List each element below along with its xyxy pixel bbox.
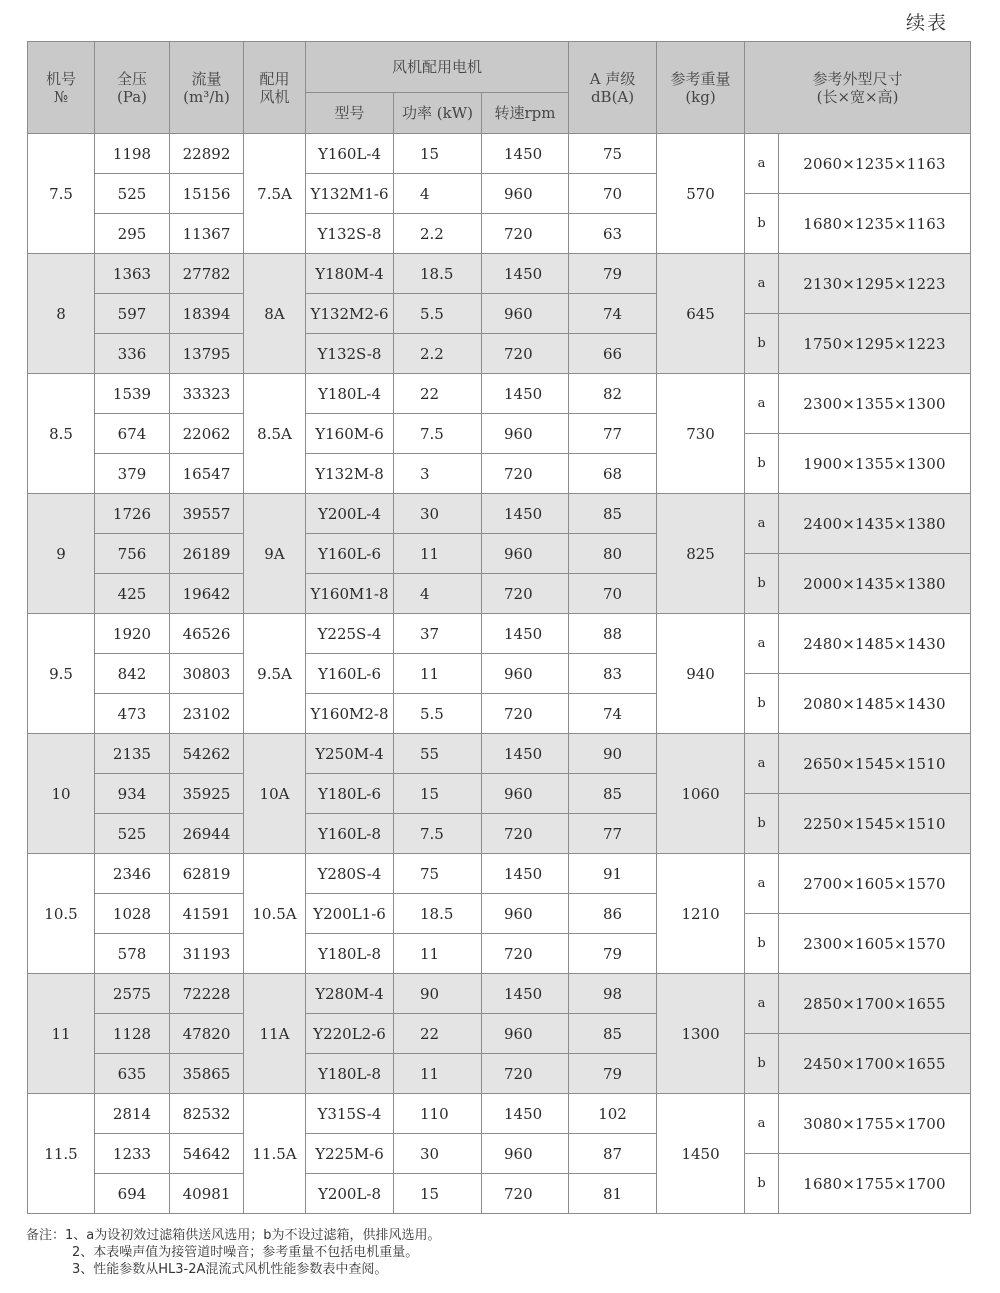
noise-cell: 81 [569,1174,657,1214]
header-noise: A 声级 dB(A) [569,42,657,134]
weight-cell: 570 [657,134,745,254]
dims-label-cell: a [745,494,779,554]
flow-cell: 30803 [170,654,244,694]
pressure-cell: 934 [95,774,170,814]
pressure-cell: 2814 [95,1094,170,1134]
speed-cell: 1450 [482,614,569,654]
pressure-cell: 525 [95,174,170,214]
noise-cell: 63 [569,214,657,254]
model-group [28,734,971,854]
pressure-cell: 2346 [95,854,170,894]
noise-cell: 88 [569,614,657,654]
pressure-cell: 295 [95,214,170,254]
table-row [28,974,971,994]
power-cell: 22 [394,1014,482,1054]
table-row [28,494,971,514]
fan-cell: 7.5A [244,134,306,254]
flow-cell: 62819 [170,854,244,894]
pressure-cell: 525 [95,814,170,854]
noise-cell: 70 [569,574,657,614]
weight-cell: 645 [657,254,745,374]
flow-cell: 19642 [170,574,244,614]
header-power: 功率 (kW) [394,93,482,134]
machine-no-cell: 10.5 [28,854,95,974]
flow-cell: 15156 [170,174,244,214]
header-pressure: 全压 (Pa) [95,42,170,134]
weight-cell: 1450 [657,1094,745,1214]
header-motor-group: 风机配用电机 [306,42,569,93]
flow-cell: 72228 [170,974,244,1014]
dims-value-cell: 1900×1355×1300 [779,434,971,494]
power-cell: 55 [394,734,482,774]
dims-label-cell: b [745,554,779,614]
speed-cell: 720 [482,574,569,614]
flow-cell: 82532 [170,1094,244,1134]
pressure-cell: 756 [95,534,170,574]
power-cell: 2.2 [394,334,482,374]
motor-model-cell: Y315S-4 [306,1094,394,1134]
flow-cell: 54262 [170,734,244,774]
speed-cell: 720 [482,814,569,854]
pressure-cell: 1920 [95,614,170,654]
motor-model-cell: Y200L-8 [306,1174,394,1214]
motor-model-cell: Y160M2-8 [306,694,394,734]
motor-model-cell: Y280M-4 [306,974,394,1014]
motor-model-cell: Y180L-4 [306,374,394,414]
speed-cell: 720 [482,1054,569,1094]
noise-cell: 79 [569,1054,657,1094]
motor-model-cell: Y160L-6 [306,654,394,694]
weight-cell: 825 [657,494,745,614]
table-row [28,374,971,394]
flow-cell: 26189 [170,534,244,574]
header-weight: 参考重量 (kg) [657,42,745,134]
flow-cell: 35925 [170,774,244,814]
dims-value-cell: 1680×1235×1163 [779,194,971,254]
flow-cell: 23102 [170,694,244,734]
speed-cell: 720 [482,334,569,374]
motor-model-cell: Y225M-6 [306,1134,394,1174]
power-cell: 15 [394,774,482,814]
motor-model-cell: Y250M-4 [306,734,394,774]
dims-value-cell: 2080×1485×1430 [779,674,971,734]
motor-model-cell: Y160L-6 [306,534,394,574]
speed-cell: 960 [482,774,569,814]
fan-cell: 10A [244,734,306,854]
model-group [28,614,971,734]
noise-cell: 85 [569,494,657,534]
flow-cell: 54642 [170,1134,244,1174]
motor-model-cell: Y132M2-6 [306,294,394,334]
dims-label-cell: b [745,1034,779,1094]
noise-cell: 98 [569,974,657,1014]
speed-cell: 1450 [482,974,569,1014]
weight-cell: 1210 [657,854,745,974]
table-row [28,134,971,154]
pressure-cell: 1233 [95,1134,170,1174]
power-cell: 7.5 [394,814,482,854]
power-cell: 30 [394,1134,482,1174]
dims-value-cell: 2000×1435×1380 [779,554,971,614]
flow-cell: 27782 [170,254,244,294]
pressure-cell: 1128 [95,1014,170,1054]
table-header [28,42,971,134]
noise-cell: 66 [569,334,657,374]
flow-cell: 11367 [170,214,244,254]
flow-cell: 35865 [170,1054,244,1094]
dims-value-cell: 2700×1605×1570 [779,854,971,914]
machine-no-cell: 10 [28,734,95,854]
power-cell: 11 [394,1054,482,1094]
speed-cell: 720 [482,214,569,254]
motor-model-cell: Y160M1-8 [306,574,394,614]
pressure-cell: 1198 [95,134,170,174]
pressure-cell: 336 [95,334,170,374]
power-cell: 2.2 [394,214,482,254]
weight-cell: 730 [657,374,745,494]
dims-label-cell: a [745,734,779,794]
speed-cell: 960 [482,1014,569,1054]
machine-no-cell: 9 [28,494,95,614]
speed-cell: 1450 [482,254,569,294]
table-row [28,614,971,634]
motor-model-cell: Y180L-8 [306,1054,394,1094]
notes [26,1227,441,1278]
motor-model-cell: Y132S-8 [306,334,394,374]
motor-model-cell: Y132M-8 [306,454,394,494]
power-cell: 11 [394,654,482,694]
machine-no-cell: 11.5 [28,1094,95,1214]
speed-cell: 720 [482,1174,569,1214]
fan-cell: 11.5A [244,1094,306,1214]
motor-model-cell: Y180L-8 [306,934,394,974]
weight-cell: 940 [657,614,745,734]
dims-label-cell: b [745,1154,779,1214]
dims-label-cell: a [745,254,779,314]
noise-cell: 70 [569,174,657,214]
pressure-cell: 1028 [95,894,170,934]
dims-value-cell: 2480×1485×1430 [779,614,971,674]
motor-model-cell: Y132S-8 [306,214,394,254]
dims-value-cell: 2450×1700×1655 [779,1034,971,1094]
flow-cell: 18394 [170,294,244,334]
dims-value-cell: 3080×1755×1700 [779,1094,971,1154]
power-cell: 15 [394,1174,482,1214]
weight-cell: 1300 [657,974,745,1094]
noise-cell: 90 [569,734,657,774]
pressure-cell: 1726 [95,494,170,534]
machine-no-cell: 9.5 [28,614,95,734]
dims-value-cell: 1680×1755×1700 [779,1154,971,1214]
motor-model-cell: Y280S-4 [306,854,394,894]
dims-label-cell: b [745,194,779,254]
pressure-cell: 473 [95,694,170,734]
noise-cell: 82 [569,374,657,414]
table-row [28,854,971,874]
dims-value-cell: 2130×1295×1223 [779,254,971,314]
pressure-cell: 1539 [95,374,170,414]
model-group [28,854,971,974]
noise-cell: 79 [569,254,657,294]
dims-label-cell: a [745,974,779,1034]
speed-cell: 720 [482,454,569,494]
dims-value-cell: 2060×1235×1163 [779,134,971,194]
fan-cell: 9A [244,494,306,614]
model-group [28,974,971,1094]
note-line: 备注：1、a为设初效过滤箱供送风选用；b为不设过滤箱，供排风选用。 [26,1228,441,1243]
fan-cell: 8A [244,254,306,374]
dims-value-cell: 2250×1545×1510 [779,794,971,854]
power-cell: 75 [394,854,482,894]
flow-cell: 16547 [170,454,244,494]
speed-cell: 720 [482,934,569,974]
noise-cell: 77 [569,814,657,854]
noise-cell: 86 [569,894,657,934]
continued-label: 续表 [905,12,948,34]
pressure-cell: 578 [95,934,170,974]
fan-cell: 11A [244,974,306,1094]
power-cell: 90 [394,974,482,1014]
speed-cell: 960 [482,174,569,214]
dims-value-cell: 2400×1435×1380 [779,494,971,554]
noise-cell: 85 [569,774,657,814]
machine-no-cell: 7.5 [28,134,95,254]
speed-cell: 1450 [482,494,569,534]
table-row [28,254,971,274]
pressure-cell: 674 [95,414,170,454]
noise-cell: 85 [569,1014,657,1054]
header-fan: 配用 风机 [244,42,306,134]
power-cell: 5.5 [394,694,482,734]
motor-model-cell: Y180M-4 [306,254,394,294]
machine-no-cell: 11 [28,974,95,1094]
power-cell: 11 [394,534,482,574]
model-group [28,374,971,494]
noise-cell: 91 [569,854,657,894]
pressure-cell: 635 [95,1054,170,1094]
noise-cell: 87 [569,1134,657,1174]
pressure-cell: 694 [95,1174,170,1214]
model-group [28,134,971,254]
dims-label-cell: a [745,614,779,674]
noise-cell: 77 [569,414,657,454]
fan-spec-table [27,41,971,1214]
speed-cell: 960 [482,654,569,694]
motor-model-cell: Y200L-4 [306,494,394,534]
power-cell: 15 [394,134,482,174]
motor-model-cell: Y225S-4 [306,614,394,654]
power-cell: 37 [394,614,482,654]
noise-cell: 80 [569,534,657,574]
dims-label-cell: b [745,434,779,494]
motor-model-cell: Y220L2-6 [306,1014,394,1054]
fan-cell: 9.5A [244,614,306,734]
dims-label-cell: a [745,134,779,194]
pressure-cell: 2575 [95,974,170,1014]
power-cell: 3 [394,454,482,494]
flow-cell: 47820 [170,1014,244,1054]
dims-label-cell: b [745,314,779,374]
power-cell: 11 [394,934,482,974]
note-line: 3、性能参数从HL3-2A混流式风机性能参数表中查阅。 [72,1262,388,1277]
noise-cell: 102 [569,1094,657,1134]
noise-cell: 79 [569,934,657,974]
dims-label-cell: b [745,674,779,734]
header-flow: 流量 (m³/h) [170,42,244,134]
power-cell: 22 [394,374,482,414]
speed-cell: 1450 [482,734,569,774]
header-dims: 参考外型尺寸 (长×宽×高) [745,42,971,134]
power-cell: 18.5 [394,894,482,934]
flow-cell: 41591 [170,894,244,934]
flow-cell: 31193 [170,934,244,974]
speed-cell: 960 [482,294,569,334]
noise-cell: 68 [569,454,657,494]
note-line: 2、本表噪声值为接管道时噪音；参考重量不包括电机重量。 [72,1245,419,1260]
table-row [28,734,971,754]
flow-cell: 13795 [170,334,244,374]
speed-cell: 960 [482,1134,569,1174]
speed-cell: 1450 [482,134,569,174]
motor-model-cell: Y160L-4 [306,134,394,174]
power-cell: 4 [394,574,482,614]
pressure-cell: 2135 [95,734,170,774]
header-speed: 转速rpm [482,93,569,134]
dims-label-cell: a [745,1094,779,1154]
motor-model-cell: Y160M-6 [306,414,394,454]
machine-no-cell: 8 [28,254,95,374]
dims-label-cell: a [745,854,779,914]
speed-cell: 720 [482,694,569,734]
header-no: 机号 № [28,42,95,134]
dims-label-cell: b [745,794,779,854]
flow-cell: 46526 [170,614,244,654]
motor-model-cell: Y180L-6 [306,774,394,814]
speed-cell: 1450 [482,374,569,414]
power-cell: 30 [394,494,482,534]
pressure-cell: 379 [95,454,170,494]
power-cell: 4 [394,174,482,214]
flow-cell: 33323 [170,374,244,414]
machine-no-cell: 8.5 [28,374,95,494]
noise-cell: 75 [569,134,657,174]
fan-cell: 8.5A [244,374,306,494]
flow-cell: 40981 [170,1174,244,1214]
dims-label-cell: a [745,374,779,434]
speed-cell: 960 [482,534,569,574]
dims-value-cell: 1750×1295×1223 [779,314,971,374]
dims-value-cell: 2650×1545×1510 [779,734,971,794]
speed-cell: 1450 [482,854,569,894]
weight-cell: 1060 [657,734,745,854]
speed-cell: 960 [482,414,569,454]
motor-model-cell: Y160L-8 [306,814,394,854]
power-cell: 110 [394,1094,482,1134]
pressure-cell: 842 [95,654,170,694]
model-group [28,1094,971,1214]
fan-cell: 10.5A [244,854,306,974]
pressure-cell: 1363 [95,254,170,294]
flow-cell: 22892 [170,134,244,174]
motor-model-cell: Y200L1-6 [306,894,394,934]
model-group [28,494,971,614]
noise-cell: 74 [569,694,657,734]
noise-cell: 83 [569,654,657,694]
flow-cell: 39557 [170,494,244,534]
dims-value-cell: 2850×1700×1655 [779,974,971,1034]
table-row [28,1094,971,1114]
flow-cell: 22062 [170,414,244,454]
header-motor-model: 型号 [306,93,394,134]
power-cell: 5.5 [394,294,482,334]
pressure-cell: 425 [95,574,170,614]
power-cell: 7.5 [394,414,482,454]
dims-value-cell: 2300×1355×1300 [779,374,971,434]
dims-value-cell: 2300×1605×1570 [779,914,971,974]
model-group [28,254,971,374]
motor-model-cell: Y132M1-6 [306,174,394,214]
power-cell: 18.5 [394,254,482,294]
speed-cell: 960 [482,894,569,934]
speed-cell: 1450 [482,1094,569,1134]
pressure-cell: 597 [95,294,170,334]
dims-label-cell: b [745,914,779,974]
flow-cell: 26944 [170,814,244,854]
noise-cell: 74 [569,294,657,334]
